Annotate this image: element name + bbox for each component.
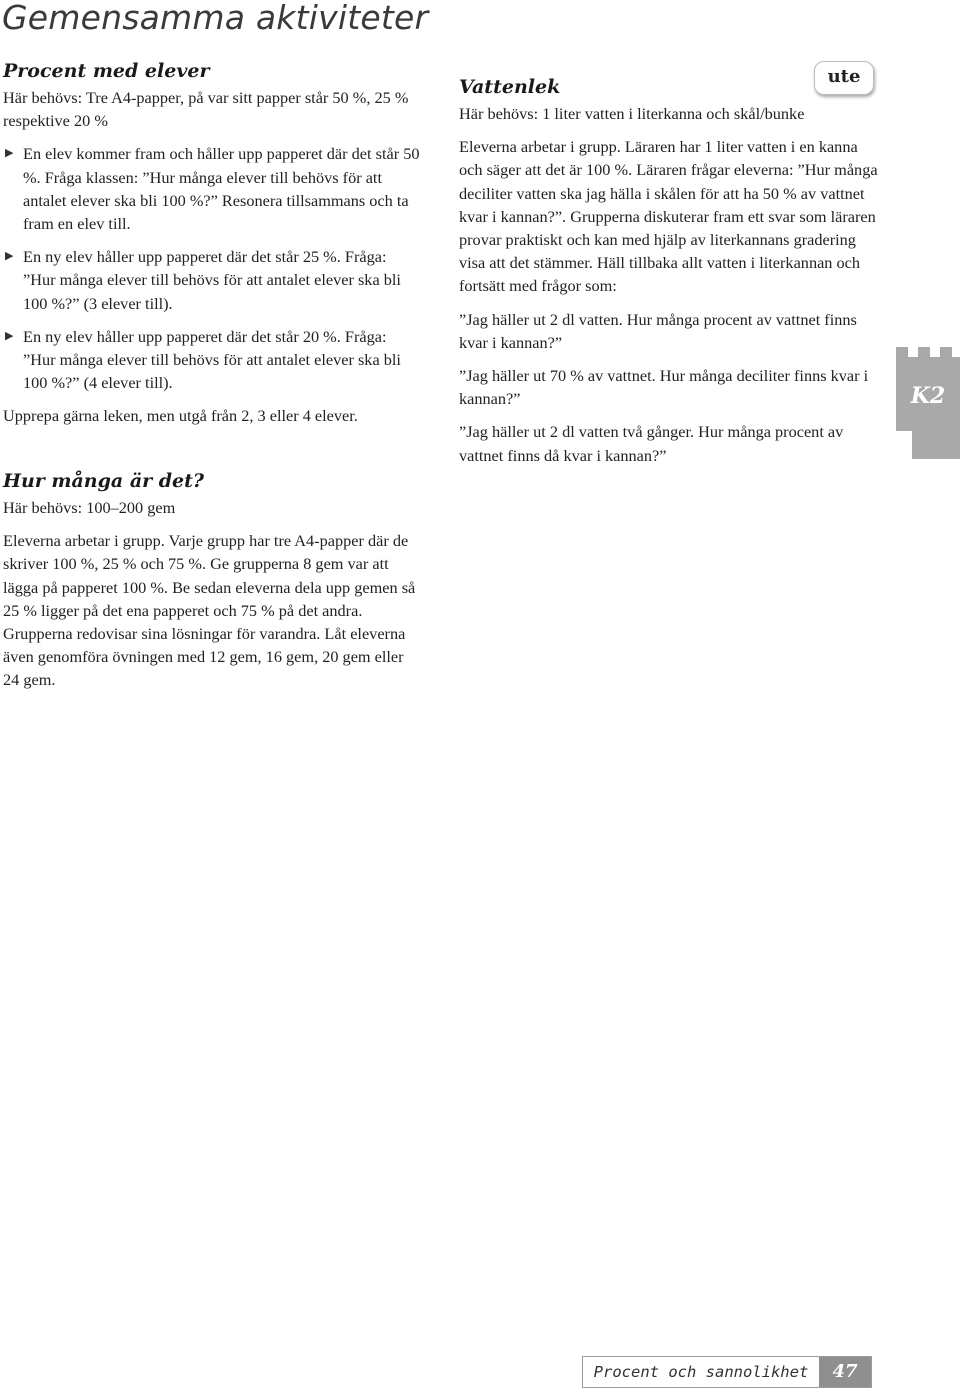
- section-title: Procent med elever: [3, 60, 210, 82]
- question-text: ”Jag häller ut 70 % av vattnet. Hur många deciliter finns kvar i kannan?”: [459, 366, 869, 409]
- bullet-item: [3, 142, 423, 235]
- bullet-item: [3, 325, 423, 395]
- page-title: Gemensamma aktiviteter: [2, 0, 429, 37]
- body-text: Eleverna arbetar i grupp. Varje grupp har tre A4-papper där de skriver 100 %, 25 % och 75 %. Ge grupperna 8 gem var att lägga på papperet 100 %. Be sedan eleverna dela upp gemen så 25 % ligger på det ena papperet och 75 % på det andra. Grupperna redovisar sina lösningar för varandra. Låt eleverna även genomföra övningen med 12 gem, 16 gem, 20 gem eller 24 gem.: [3, 531, 416, 690]
- ute-badge: ute: [814, 61, 874, 95]
- question-text: ”Jag häller ut 2 dl vatten. Hur många procent av vattnet finns kvar i kannan?”: [459, 309, 857, 352]
- needs-text: Här behövs: 1 liter vatten i literkanna och skål/bunke: [459, 104, 805, 123]
- bullet-text: En elev kommer fram och håller upp papperet där det står 50 %. Fråga klassen: ”Hur många elever till behövs för att antalet elever ska bli 100 %?” Resonera tillsammans och ta fram en elev till.: [23, 144, 420, 234]
- chapter-tab: [896, 347, 960, 459]
- page-number: 47: [819, 1357, 871, 1387]
- section-title: Vattenlek: [459, 76, 561, 98]
- section-vattenlek: [459, 76, 879, 467]
- triangle-bullet-icon: ▶: [5, 329, 14, 342]
- needs-text: Här behövs: 100–200 gem: [3, 498, 176, 517]
- closing-text: Upprepa gärna leken, men utgå från 2, 3 eller 4 elever.: [3, 406, 358, 426]
- needs-text: Här behövs: Tre A4-papper, på var sitt papper står 50 %, 25 % respektive 20 %: [3, 88, 409, 131]
- section-hur-manga-ar-det: [3, 470, 423, 692]
- question-text: ”Jag häller ut 2 dl vatten två gånger. Hur många procent av vattnet finns då kvar i kannan?”: [459, 422, 844, 465]
- bullet-text: En ny elev håller upp papperet där det står 25 %. Fråga: ”Hur många elever till behövs för att antalet elever ska bli 100 %?” (3 elever till).: [23, 247, 401, 313]
- footer-chapter-label: Procent och sannolikhet: [593, 1363, 809, 1381]
- chapter-tab-label: K2: [910, 383, 946, 409]
- triangle-bullet-icon: ▶: [5, 147, 14, 160]
- bullet-text: En ny elev håller upp papperet där det står 20 %. Fråga: ”Hur många elever till behövs för att antalet elever ska bli 100 %?” (4 elever till).: [23, 326, 401, 393]
- section-title: Hur många är det?: [3, 470, 205, 492]
- bullet-item: [3, 245, 423, 315]
- section-procent-med-elever: [3, 60, 423, 428]
- page-footer: [582, 1356, 872, 1388]
- triangle-bullet-icon: ▶: [5, 250, 14, 263]
- body-text: Eleverna arbetar i grupp. Läraren har 1 liter vatten i en kanna och säger att det är 100 %. Läraren frågar eleverna: ”Hur många deciliter vatten ska jag hälla i skålen för att ha 50 % av vattnet kvar i kannan?”. Grupperna diskuterar fram ett svar som läraren provar praktiskt och kan med hjälp av literkannans gradering visa att det stämmer. Häll tillbaka allt vatten i literkannan och fortsätt med frågor som:: [459, 137, 878, 296]
